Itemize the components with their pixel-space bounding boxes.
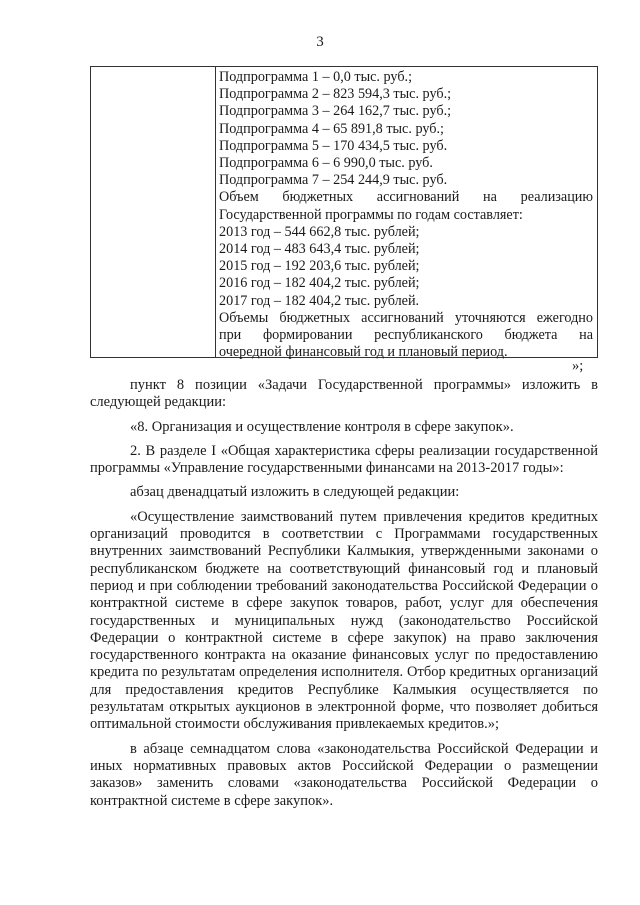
subprogram-4-line: Подпрограмма 4 – 65 891,8 тыс. руб.; [219, 120, 444, 137]
year-2014-line: 2014 год – 483 643,4 тыс. рублей; [219, 241, 420, 258]
paragraph-section-1: 2. В разделе I «Общая характеристика сферы реализации государственной программы «Управление государственными финансами на 2013-2017 годы»: [90, 442, 598, 477]
document-body [90, 377, 598, 810]
subprogram-2-line: Подпрограмма 2 – 823 594,3 тыс. руб.; [219, 86, 452, 103]
subprogram-1-line: Подпрограмма 1 – 0,0 тыс. руб.; [219, 69, 413, 85]
subprogram-3-line: Подпрограмма 3 – 264 162,7 тыс. руб.; [219, 103, 452, 120]
paragraph-item-8-text: «8. Организация и осуществление контроля в сфере закупок». [130, 418, 514, 435]
page-number: 3 [316, 34, 324, 50]
table-cell-budget-text [219, 69, 593, 361]
subprogram-7-line: Подпрограмма 7 – 254 244,9 тыс. руб. [219, 172, 448, 189]
clarification-line-2: при формировании республиканского бюджета на [219, 327, 593, 344]
clarification-line-1: Объемы бюджетных ассигнований уточняются ежегодно [219, 309, 593, 326]
paragraph-abzac-17: в абзаце семнадцатом слова «законодательства Российской Федерации и иных нормативных правовых актов Российской Федерации о размещении заказов» заменить словами «законодательства Российской Федерации о контрактной системе в сфере закупок». [90, 740, 598, 809]
year-2015-line: 2015 год – 192 203,6 тыс. рублей; [219, 258, 420, 275]
year-2013-line: 2013 год – 544 662,8 тыс. рублей; [219, 223, 420, 240]
budget-table [90, 66, 598, 361]
paragraph-abzac-12-intro: абзац двенадцатый изложить в следующей редакции: [130, 484, 460, 501]
paragraph-item-8-intro: пункт 8 позиции «Задачи Государственной программы» изложить в следующей редакции: [90, 377, 598, 411]
subprogram-6-line: Подпрограмма 6 – 6 990,0 тыс. руб. [219, 155, 433, 172]
budget-volume-line-1: Объем бюджетных ассигнований на реализацию [219, 189, 593, 206]
budget-volume-line-2: Государственной программы по годам составляет: [219, 206, 523, 223]
table-end-quote: »; [572, 358, 584, 374]
year-2016-line: 2016 год – 182 404,2 тыс. рублей; [219, 275, 420, 292]
paragraph-borrowings: «Осуществление заимствований путем привлечения кредитов кредитных организаций проводится в соответствии с Программами государственных внутренних заимствований Республики Калмыкия, утвержденными законами о республиканском бюджете на соответствующий финансовый год и плановый период и при соблюдении требований законодательства Российской Федерации о контрактной системе в сфере закупок товаров, работ, услуг для обеспечения государственных и муниципальных нужд (законодательство Российской Федерации о контрактной системе в сфере закупок) на право заключения государственного контракта на оказание финансовых услуг по предоставлению кредита по результатам определения исполнителя. Отбор кредитных организаций для предоставления кредитов Республике Калмыкия осуществляется по результатам открытых аукционов в электронной форме, что позволяет добиться оптимальной стоимости обслуживания привлекаемых кредитов.»; [90, 508, 598, 733]
year-2017-line: 2017 год – 182 404,2 тыс. рублей. [219, 292, 420, 309]
table-column-divider [215, 67, 216, 357]
clarification-line-3: очередной финансовый год и плановый период. [219, 344, 508, 361]
subprogram-5-line: Подпрограмма 5 – 170 434,5 тыс. руб. [219, 137, 448, 154]
